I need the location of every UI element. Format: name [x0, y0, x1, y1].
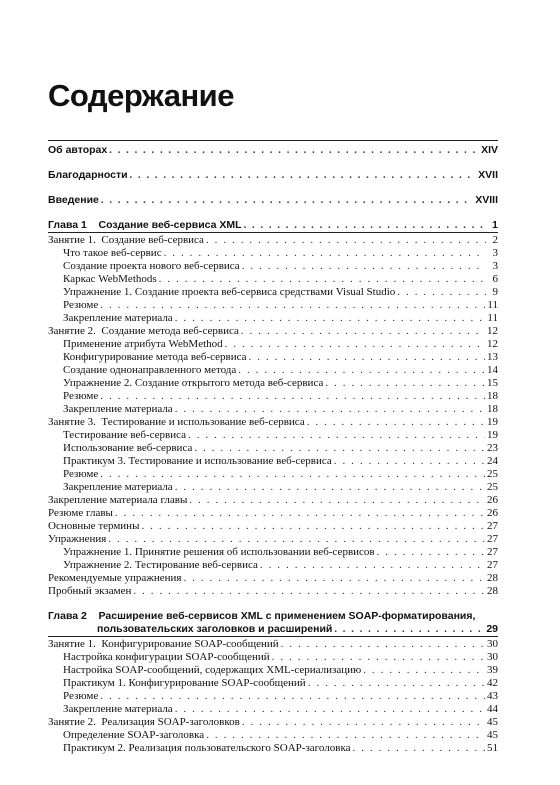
toc-entry-page: 26 — [487, 507, 498, 519]
toc-entry-acknowledgements[interactable]: Благодарности . . . XVII — [48, 169, 498, 182]
toc-entry[interactable] — [48, 507, 498, 520]
toc-entry[interactable] — [48, 442, 498, 455]
toc-entry[interactable] — [48, 260, 498, 273]
leader-dots — [307, 416, 485, 429]
leader-dots — [241, 325, 485, 338]
toc-entry-page: 24 — [487, 455, 498, 467]
toc-entry-label: Упражнение 1. Создание проекта веб-сервиса средствами Visual Studio — [63, 286, 396, 298]
toc-entry-label: Закрепление материала — [63, 312, 173, 324]
toc-entry[interactable] — [48, 585, 498, 598]
toc-entry-page: 11 — [487, 299, 498, 311]
toc-entry-label: Настройка SOAP-сообщений, содержащих XML-сериализацию — [63, 664, 362, 676]
leader-dots — [183, 572, 485, 585]
toc-entry-label: Пробный экзамен — [48, 585, 132, 597]
toc-top-rule — [48, 140, 498, 141]
toc-chapter-2-title[interactable]: Глава 2 Расширение веб-сервисов XML с применением SOAP-форматирования, — [48, 610, 476, 622]
toc-entry-label: Создание однонаправленного метода — [63, 364, 237, 376]
leader-dots — [100, 390, 485, 403]
leader-dots — [272, 651, 485, 664]
toc-entry-page: 27 — [487, 520, 498, 532]
chapter-1-entries — [48, 234, 498, 598]
toc-entry[interactable] — [48, 664, 498, 677]
leader-dots — [133, 585, 485, 598]
toc-entry[interactable] — [48, 559, 498, 572]
toc-entry-label: Резюме — [63, 299, 99, 311]
toc-entry-label: Определение SOAP-заголовка — [63, 729, 205, 741]
toc-entry-label: Практикум 2. Реализация пользовательского SOAP-заголовка — [63, 742, 351, 754]
toc-entry[interactable] — [48, 455, 498, 468]
toc-entry-label: Использование веб-сервиса — [63, 442, 193, 454]
toc-entry-page: 27 — [487, 559, 498, 571]
toc-entry[interactable] — [48, 677, 498, 690]
leader-dots — [189, 494, 485, 507]
page-title: Содержание — [48, 78, 234, 113]
toc-entry[interactable] — [48, 533, 498, 546]
leader-dots — [188, 429, 485, 442]
toc-entry-introduction[interactable]: Введение . . . XVIII — [48, 194, 498, 207]
toc-entry-page: 28 — [487, 572, 498, 584]
leader-dots — [115, 507, 485, 520]
toc-chapter-2[interactable]: пользовательских заголовков и расширений . . . 29 — [48, 623, 498, 636]
toc-entry-page: 39 — [487, 664, 498, 676]
leader-dots — [249, 351, 486, 364]
toc-entry[interactable] — [48, 351, 498, 364]
leader-dots — [175, 403, 485, 416]
toc-entry-label: Упражнение 2. Создание открытого метода веб-сервиса — [63, 377, 324, 389]
toc-entry-page: 25 — [487, 481, 498, 493]
leader-dots — [325, 377, 485, 390]
toc-entry-label: Рекомендуемые упражнения — [48, 572, 182, 584]
toc-entry-page: 30 — [487, 651, 498, 663]
toc-entry-page: 6 — [492, 273, 498, 285]
toc-entry-page: 12 — [487, 325, 498, 337]
toc-entry-page: 15 — [487, 377, 498, 389]
toc-entry-label: Упражнение 2. Тестирование веб-сервиса — [63, 559, 258, 571]
toc-entry-page: 9 — [492, 286, 498, 298]
leader-dots — [100, 468, 485, 481]
table-of-contents — [48, 144, 498, 755]
toc-entry-page: 3 — [492, 260, 498, 272]
toc-entry-page: 19 — [487, 429, 498, 441]
leader-dots — [175, 312, 486, 325]
toc-entry-page: 25 — [487, 468, 498, 480]
toc-entry-page: 51 — [487, 742, 498, 754]
leader-dots — [225, 338, 485, 351]
toc-entry-page: 43 — [487, 690, 498, 702]
toc-entry[interactable] — [48, 494, 498, 507]
toc-entry-label: Каркас WebMethods — [63, 273, 157, 285]
toc-entry[interactable] — [48, 247, 498, 260]
toc-entry[interactable] — [48, 390, 498, 403]
leader-dots — [164, 247, 486, 260]
toc-entry[interactable] — [48, 651, 498, 664]
toc-entry-label: Занятие 2. Создание метода веб-сервиса — [48, 325, 239, 337]
toc-entry-page: 27 — [487, 533, 498, 545]
toc-entry-label: Что такое веб-сервис — [63, 247, 162, 259]
toc-entry-page: 2 — [492, 234, 498, 246]
chapter-2-entries — [48, 638, 498, 755]
toc-entry-page: 13 — [487, 351, 498, 363]
toc-entry-page: 19 — [487, 416, 498, 428]
chapter-1-rule — [48, 232, 498, 233]
toc-entry[interactable] — [48, 520, 498, 533]
leader-dots — [175, 481, 485, 494]
toc-entry-label: Основные термины — [48, 520, 140, 532]
toc-entry-page: 3 — [492, 247, 498, 259]
toc-entry[interactable] — [48, 468, 498, 481]
toc-entry-page: 18 — [487, 390, 498, 402]
toc-entry[interactable] — [48, 716, 498, 729]
leader-dots — [100, 690, 485, 703]
toc-entry[interactable] — [48, 742, 498, 755]
toc-entry-page: 12 — [487, 338, 498, 350]
toc-entry[interactable] — [48, 416, 498, 429]
toc-entry-label: Резюме главы — [48, 507, 113, 519]
toc-entry[interactable] — [48, 690, 498, 703]
toc-entry[interactable] — [48, 429, 498, 442]
toc-entry-label: Резюме — [63, 690, 99, 702]
chapter-2-rule — [48, 636, 498, 637]
toc-entry[interactable] — [48, 364, 498, 377]
toc-entry[interactable] — [48, 729, 498, 742]
leader-dots — [334, 623, 484, 636]
toc-entry-label: Тестирование веб-сервиса — [63, 429, 187, 441]
toc-entry-page: 45 — [487, 716, 498, 728]
leader-dots — [141, 520, 485, 533]
toc-entry[interactable] — [48, 234, 498, 247]
leader-dots — [377, 546, 485, 559]
toc-entry-page: 44 — [487, 703, 498, 715]
toc-entry-label: Закрепление материала — [63, 481, 173, 493]
toc-entry[interactable] — [48, 312, 498, 325]
leader-dots — [206, 234, 486, 247]
toc-entry[interactable] — [48, 638, 498, 651]
leader-dots — [175, 703, 485, 716]
toc-entry-page: 18 — [487, 403, 498, 415]
leader-dots — [353, 742, 485, 755]
toc-entry-page: 14 — [487, 364, 498, 376]
toc-entry-label: Конфигурирование метода веб-сервиса — [63, 351, 247, 363]
toc-entry[interactable] — [48, 325, 498, 338]
toc-entry-label: Занятие 1. Создание веб-сервиса — [48, 234, 204, 246]
toc-entry-label: Занятие 1. Конфигурирование SOAP-сообщений — [48, 638, 279, 650]
toc-entry-page: 23 — [487, 442, 498, 454]
toc-entry-label: Настройка конфигурации SOAP-сообщений — [63, 651, 270, 663]
toc-entry-page: 45 — [487, 729, 498, 741]
leader-dots — [109, 144, 479, 157]
leader-dots — [260, 559, 485, 572]
toc-entry[interactable] — [48, 377, 498, 390]
toc-entry-label: Практикум 1. Конфигурирование SOAP-сообщений — [63, 677, 306, 689]
toc-entry-label: Занятие 2. Реализация SOAP-заголовков — [48, 716, 240, 728]
leader-dots — [244, 219, 486, 232]
leader-dots — [100, 299, 485, 312]
leader-dots — [281, 638, 485, 651]
leader-dots — [242, 260, 486, 273]
toc-entry-page: 42 — [487, 677, 498, 689]
toc-entry-label: Закрепление материала — [63, 403, 173, 415]
toc-entry-page: 27 — [487, 546, 498, 558]
toc-entry-page: 26 — [487, 494, 498, 506]
toc-entry-label: Закрепление материала главы — [48, 494, 188, 506]
toc-entry-page: 30 — [487, 638, 498, 650]
toc-entry[interactable] — [48, 703, 498, 716]
leader-dots — [242, 716, 485, 729]
toc-entry[interactable] — [48, 273, 498, 286]
leader-dots — [194, 442, 485, 455]
toc-entry[interactable] — [48, 572, 498, 585]
toc-entry[interactable] — [48, 481, 498, 494]
toc-entry-label: Применение атрибута WebMethod — [63, 338, 223, 350]
toc-entry[interactable] — [48, 286, 498, 299]
toc-entry-label: Создание проекта нового веб-сервиса — [63, 260, 240, 272]
toc-entry-label: Резюме — [63, 390, 99, 402]
leader-dots — [334, 455, 485, 468]
toc-entry-label: Закрепление материала — [63, 703, 173, 715]
toc-entry-label: Упражнения — [48, 533, 107, 545]
toc-entry-authors[interactable]: Об авторах . . . XIV — [48, 144, 498, 157]
toc-entry-label: Занятие 3. Тестирование и использование веб-сервиса — [48, 416, 305, 428]
toc-chapter-1[interactable]: Глава 1 Создание веб-сервиса XML . . . 1 — [48, 219, 498, 232]
leader-dots — [397, 286, 486, 299]
toc-entry[interactable] — [48, 338, 498, 351]
toc-entry-page: 11 — [487, 312, 498, 324]
leader-dots — [238, 364, 485, 377]
toc-entry[interactable] — [48, 299, 498, 312]
leader-dots — [363, 664, 485, 677]
toc-entry[interactable] — [48, 403, 498, 416]
toc-entry-label: Упражнение 1. Принятие решения об использовании веб-сервисов — [63, 546, 375, 558]
toc-entry-label: Резюме — [63, 468, 99, 480]
leader-dots — [108, 533, 485, 546]
leader-dots — [206, 729, 485, 742]
toc-entry[interactable] — [48, 546, 498, 559]
leader-dots — [159, 273, 486, 286]
leader-dots — [308, 677, 485, 690]
leader-dots — [130, 169, 477, 182]
toc-entry-label: Практикум 3. Тестирование и использование веб-сервиса — [63, 455, 332, 467]
leader-dots — [101, 194, 473, 207]
toc-entry-page: 28 — [487, 585, 498, 597]
